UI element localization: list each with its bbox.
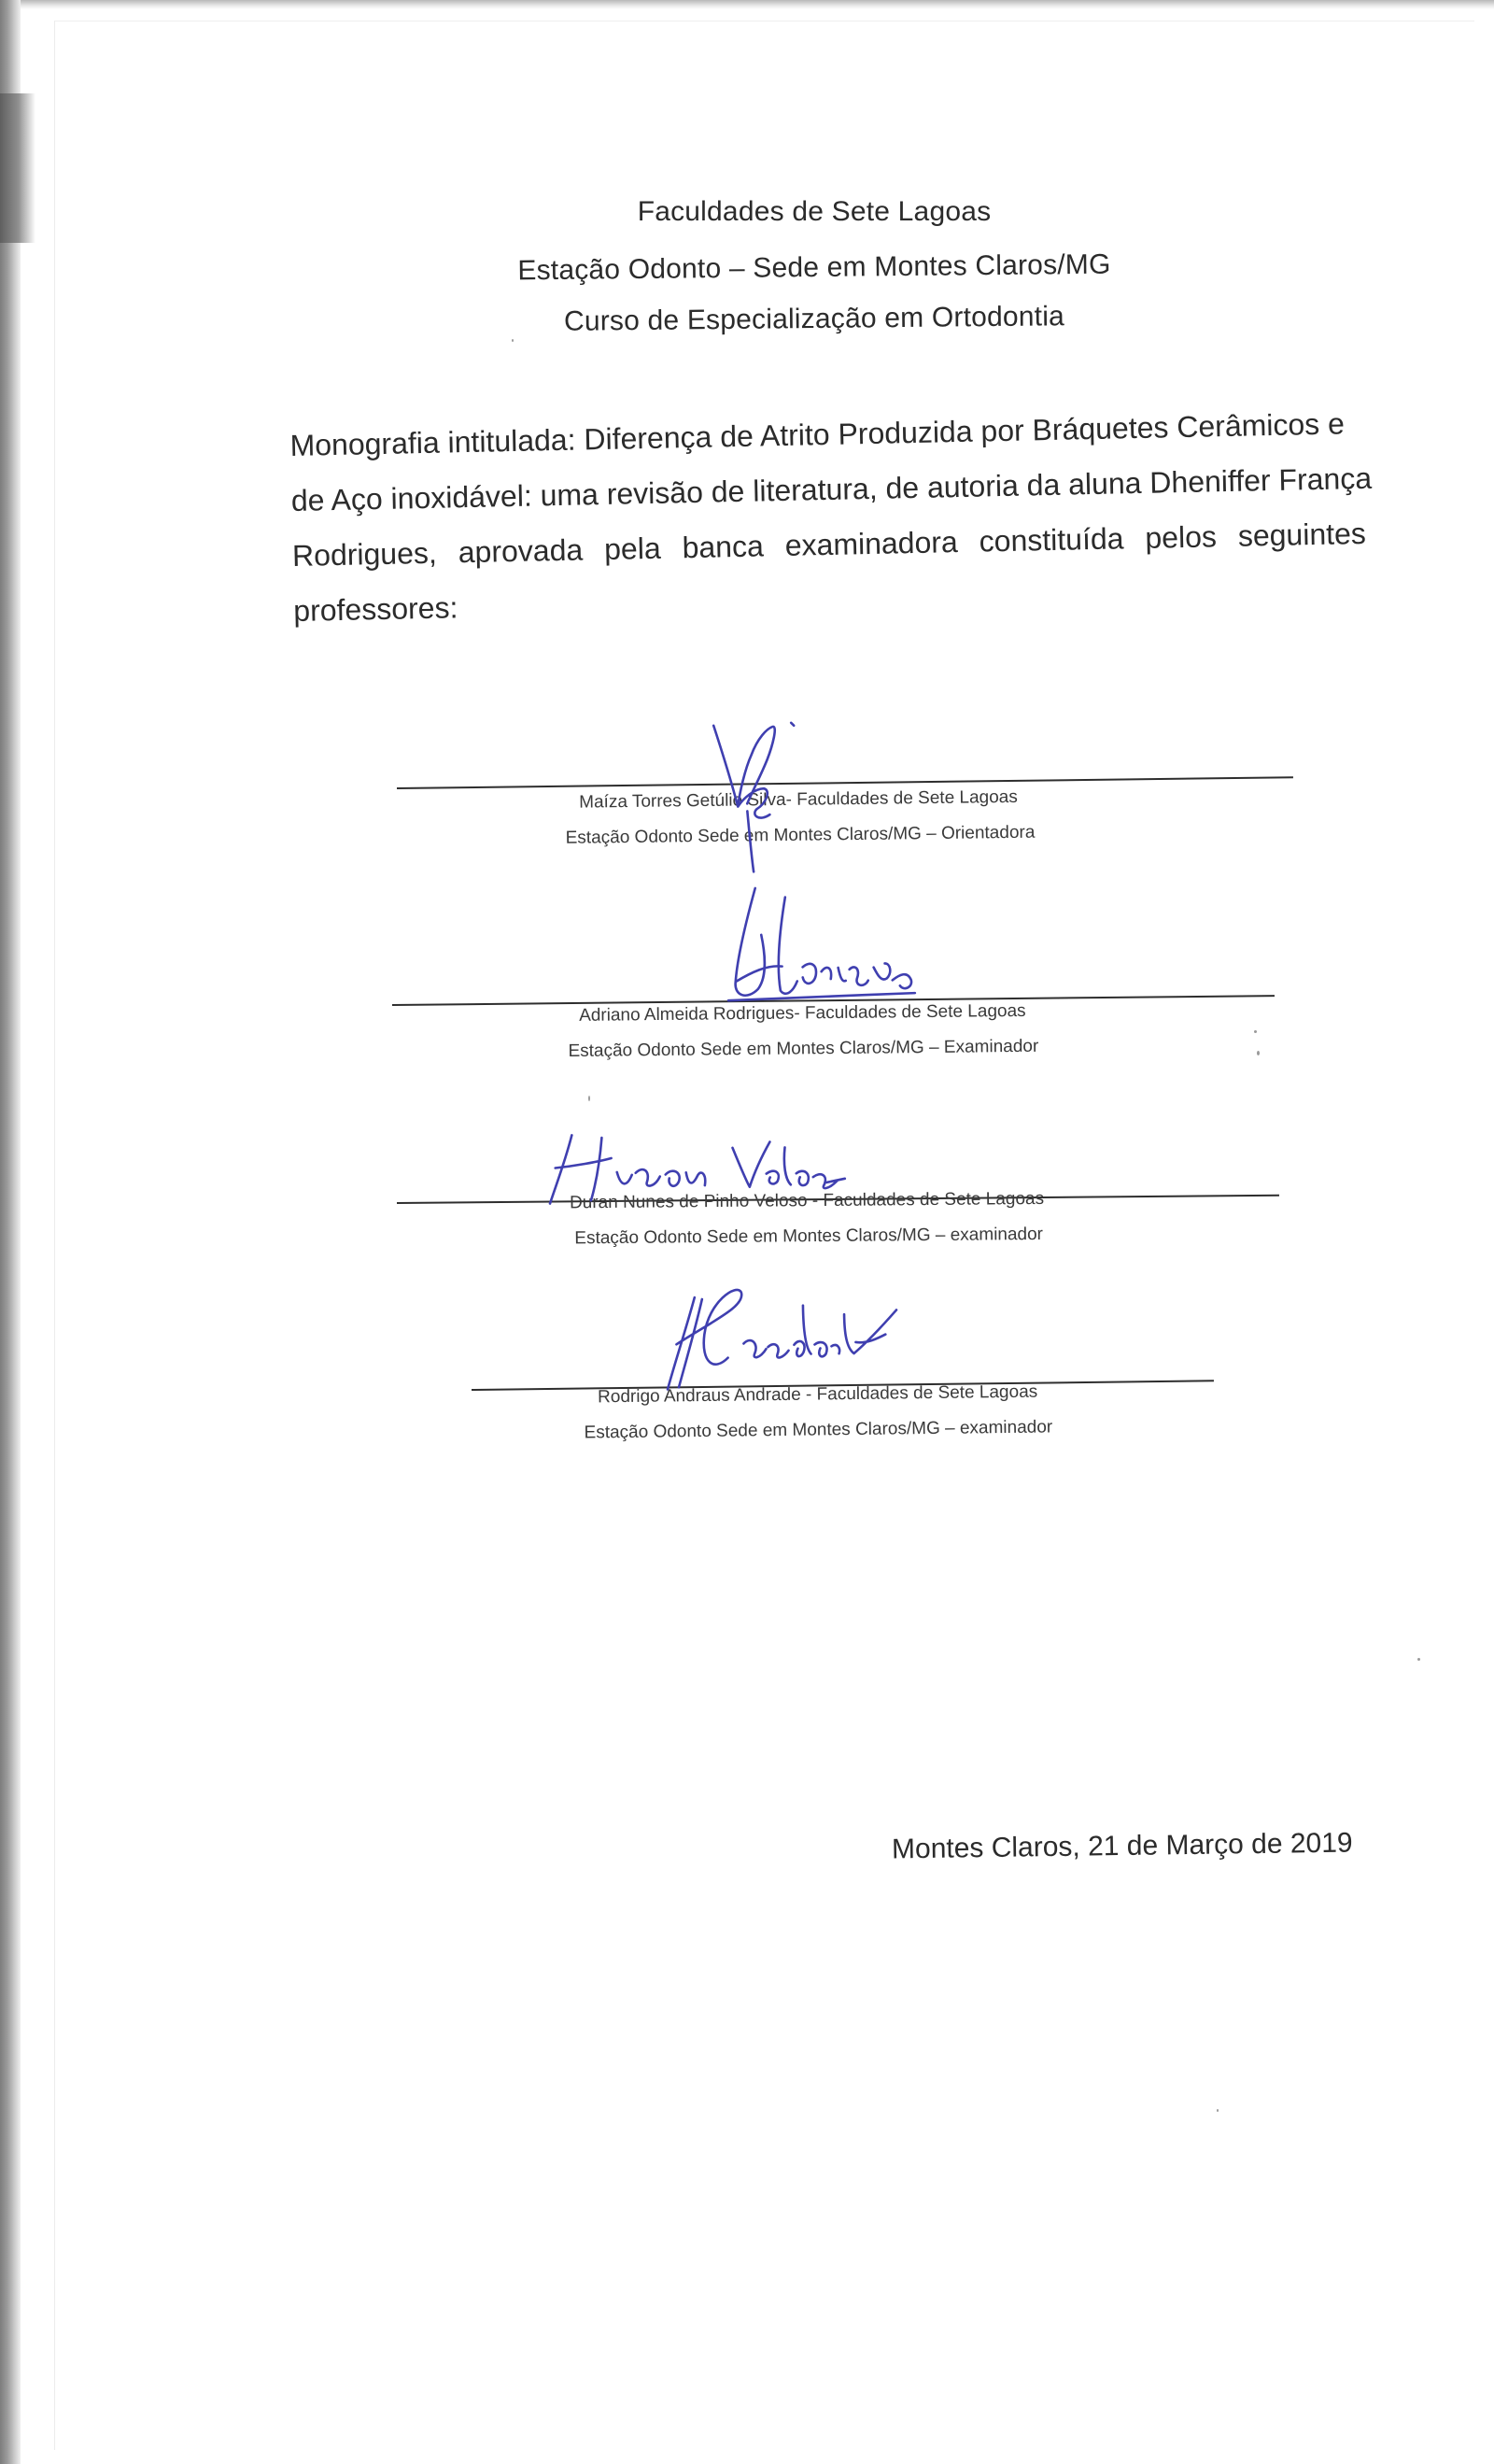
scan-speck: [1257, 1051, 1260, 1055]
monograph-paragraph: [289, 396, 1373, 639]
handwritten-signature: [699, 877, 944, 1020]
signer-institution: Estação Odonto Sede em Montes Claros/MG – examinador: [584, 1417, 1053, 1443]
signer-institution: Estação Odonto Sede em Montes Claros/MG – Examinador: [568, 1036, 1039, 1062]
paragraph-line: de Aço inoxidável: uma revisão de literatura, de autoria da aluna Dheniffer França: [290, 460, 1373, 517]
campus-subtitle: Estação Odonto – Sede em Montes Claros/MG: [517, 248, 1111, 287]
paragraph-line: professores:: [292, 590, 458, 628]
signature-block-examiner-1: [392, 995, 1276, 1088]
signer-name: Rodrigo Andraus Andrade - Faculdades de Sete Lagoas: [597, 1381, 1038, 1408]
scan-speck: [512, 339, 514, 342]
scan-left-edge: [0, 0, 21, 2464]
signature-block-advisor: [397, 776, 1294, 871]
paragraph-line: Monografia intitulada: Diferença de Atrito Produzida por Bráquetes Cerâmicos e: [289, 406, 1346, 462]
scan-speck: [588, 1096, 590, 1101]
scan-left-shadow: [0, 93, 35, 243]
course-subtitle: Curso de Especialização em Ortodontia: [563, 301, 1065, 337]
signer-institution: Estação Odonto Sede em Montes Claros/MG – examinador: [574, 1224, 1044, 1249]
scan-speck: [1417, 1658, 1420, 1661]
signer-name: Maíza Torres Getúlio Silva- Faculdades de Sete Lagoas: [579, 786, 1018, 813]
scan-speck: [1217, 2109, 1219, 2112]
signer-name: Duran Nunes de Pinho Veloso - Faculdades de Sete Lagoas: [569, 1188, 1045, 1213]
date-location: Montes Claros, 21 de Março de 2019: [891, 1827, 1353, 1865]
institution-title: Faculdades de Sete Lagoas: [637, 196, 992, 227]
signer-institution: Estação Odonto Sede em Montes Claros/MG – Orientadora: [565, 822, 1036, 848]
signer-name: Adriano Almeida Rodrigues- Faculdades de Sete Lagoas: [579, 1000, 1026, 1026]
handwritten-signature: [657, 1276, 921, 1400]
signature-block-examiner-2: [397, 1188, 1280, 1286]
paragraph-line: Rodrigues, aprovada pela banca examinadora constituída pelos seguintes: [291, 516, 1367, 573]
handwritten-signature: [681, 716, 832, 877]
scan-speck: [1254, 1030, 1257, 1033]
signature-block-examiner-3: [472, 1380, 1215, 1473]
handwritten-signature: [545, 1128, 864, 1215]
scan-top-artifact: [0, 0, 1494, 9]
